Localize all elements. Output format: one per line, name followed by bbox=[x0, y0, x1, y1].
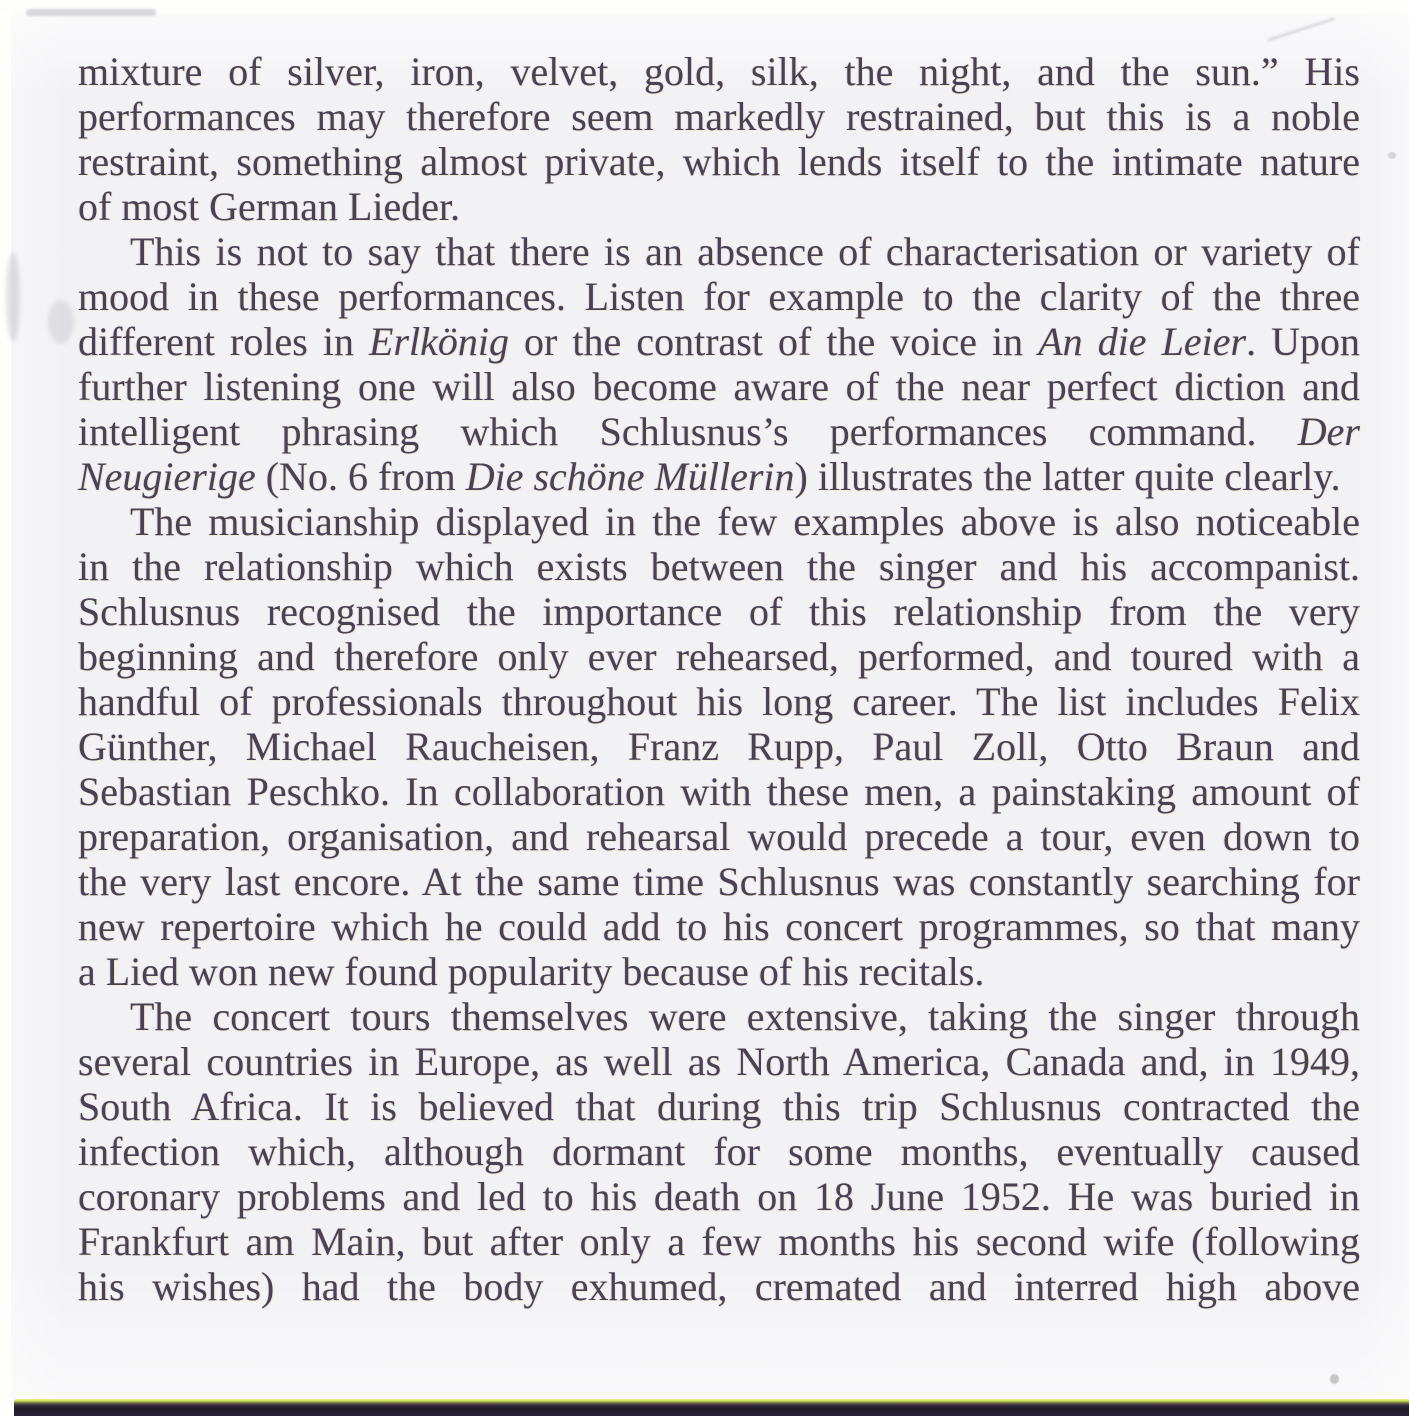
scan-smudge bbox=[48, 300, 74, 344]
text-line bbox=[78, 1129, 1360, 1174]
text-line bbox=[78, 949, 1360, 994]
text-line bbox=[78, 499, 1360, 544]
text-line bbox=[78, 994, 1360, 1039]
text-line bbox=[78, 634, 1360, 679]
italic-text-segment: Erlkönig bbox=[369, 319, 509, 364]
scan-margin-left bbox=[0, 0, 11, 1416]
text-segment: coronary problems and led to his death on 18 June 1952. He was buried in bbox=[78, 1174, 1360, 1219]
text-line bbox=[78, 1084, 1360, 1129]
text-line bbox=[78, 814, 1360, 859]
text-segment: Schlusnus recognised the importance of this relationship from the very bbox=[78, 589, 1360, 634]
text-line bbox=[78, 49, 1360, 94]
text-line bbox=[78, 319, 1360, 364]
text-segment: mixture of silver, iron, velvet, gold, silk, the night, and the sun.” His bbox=[78, 49, 1360, 94]
text-line bbox=[78, 1039, 1360, 1084]
text-segment: new repertoire which he could add to his concert programmes, so that many bbox=[78, 904, 1360, 949]
text-segment: his wishes) had the body exhumed, cremated and interred high above bbox=[78, 1264, 1360, 1309]
text-segment: Frankfurt am Main, but after only a few months his second wife (following bbox=[78, 1219, 1360, 1264]
text-segment: different roles in bbox=[78, 319, 370, 364]
text-segment: ) illustrates the latter quite clearly. bbox=[794, 454, 1341, 499]
text-line bbox=[78, 229, 1360, 274]
text-segment: South Africa. It is believed that during this trip Schlusnus contracted the bbox=[78, 1084, 1360, 1129]
text-segment: a Lied won new found popularity because of his recitals. bbox=[78, 949, 985, 994]
text-segment: (No. 6 from bbox=[255, 454, 466, 499]
italic-text-segment: Die schöne Müllerin bbox=[465, 454, 795, 499]
scan-edge-bottom bbox=[14, 1399, 1409, 1416]
text-segment: infection which, although dormant for some months, eventually caused bbox=[78, 1129, 1360, 1174]
text-block bbox=[78, 49, 1360, 1309]
text-line bbox=[78, 724, 1360, 769]
text-segment: restraint, something almost private, which lends itself to the intimate nature bbox=[78, 139, 1360, 184]
text-segment: This is not to say that there is an absence of characterisation or variety of bbox=[130, 229, 1360, 274]
text-segment: in the relationship which exists between the singer and his accompanist. bbox=[78, 544, 1360, 589]
text-segment: several countries in Europe, as well as North America, Canada and, in 1949, bbox=[78, 1039, 1360, 1084]
text-segment: preparation, organisation, and rehearsal would precede a tour, even down to bbox=[78, 814, 1360, 859]
text-segment: . Upon bbox=[1246, 319, 1361, 364]
text-segment: the very last encore. At the same time Schlusnus was constantly searching for bbox=[78, 859, 1360, 904]
text-line bbox=[78, 184, 1360, 229]
text-line bbox=[78, 364, 1360, 409]
text-segment: handful of professionals throughout his long career. The list includes Felix bbox=[78, 679, 1360, 724]
text-line bbox=[78, 274, 1360, 319]
text-line bbox=[78, 589, 1360, 634]
text-line bbox=[78, 769, 1360, 814]
text-line bbox=[78, 1219, 1360, 1264]
text-line bbox=[78, 679, 1360, 724]
scan-smudge bbox=[26, 9, 156, 16]
scan-margin-top bbox=[0, 0, 1409, 13]
text-segment: or the contrast of the voice in bbox=[509, 319, 1039, 364]
text-line bbox=[78, 454, 1360, 499]
italic-text-segment: An die Leier bbox=[1038, 319, 1247, 364]
text-segment: Günther, Michael Raucheisen, Franz Rupp, Paul Zoll, Otto Braun and bbox=[78, 724, 1360, 769]
scan-speck bbox=[1330, 1374, 1339, 1384]
text-segment: intelligent phrasing which Schlusnus’s performances command. bbox=[78, 409, 1298, 454]
scan-speck bbox=[1388, 152, 1396, 159]
text-segment: The concert tours themselves were extensive, taking the singer through bbox=[130, 994, 1360, 1039]
text-segment: The musicianship displayed in the few examples above is also noticeable bbox=[130, 499, 1360, 544]
text-segment: of most German Lieder. bbox=[78, 184, 461, 229]
text-line bbox=[78, 409, 1360, 454]
italic-text-segment: Neugierige bbox=[78, 454, 256, 499]
text-segment: beginning and therefore only ever rehearsed, performed, and toured with a bbox=[78, 634, 1360, 679]
text-line bbox=[78, 1174, 1360, 1219]
text-segment: Sebastian Peschko. In collaboration with these men, a painstaking amount of bbox=[78, 769, 1360, 814]
text-segment: performances may therefore seem markedly restrained, but this is a noble bbox=[78, 94, 1360, 139]
text-line bbox=[78, 859, 1360, 904]
italic-text-segment: Der bbox=[1297, 409, 1360, 454]
text-segment: further listening one will also become aware of the near perfect diction and bbox=[78, 364, 1360, 409]
text-line bbox=[78, 1264, 1360, 1309]
text-line bbox=[78, 94, 1360, 139]
text-line bbox=[78, 904, 1360, 949]
text-line bbox=[78, 544, 1360, 589]
text-line bbox=[78, 139, 1360, 184]
scan-smudge bbox=[6, 252, 20, 342]
text-segment: mood in these performances. Listen for example to the clarity of the three bbox=[78, 274, 1360, 319]
